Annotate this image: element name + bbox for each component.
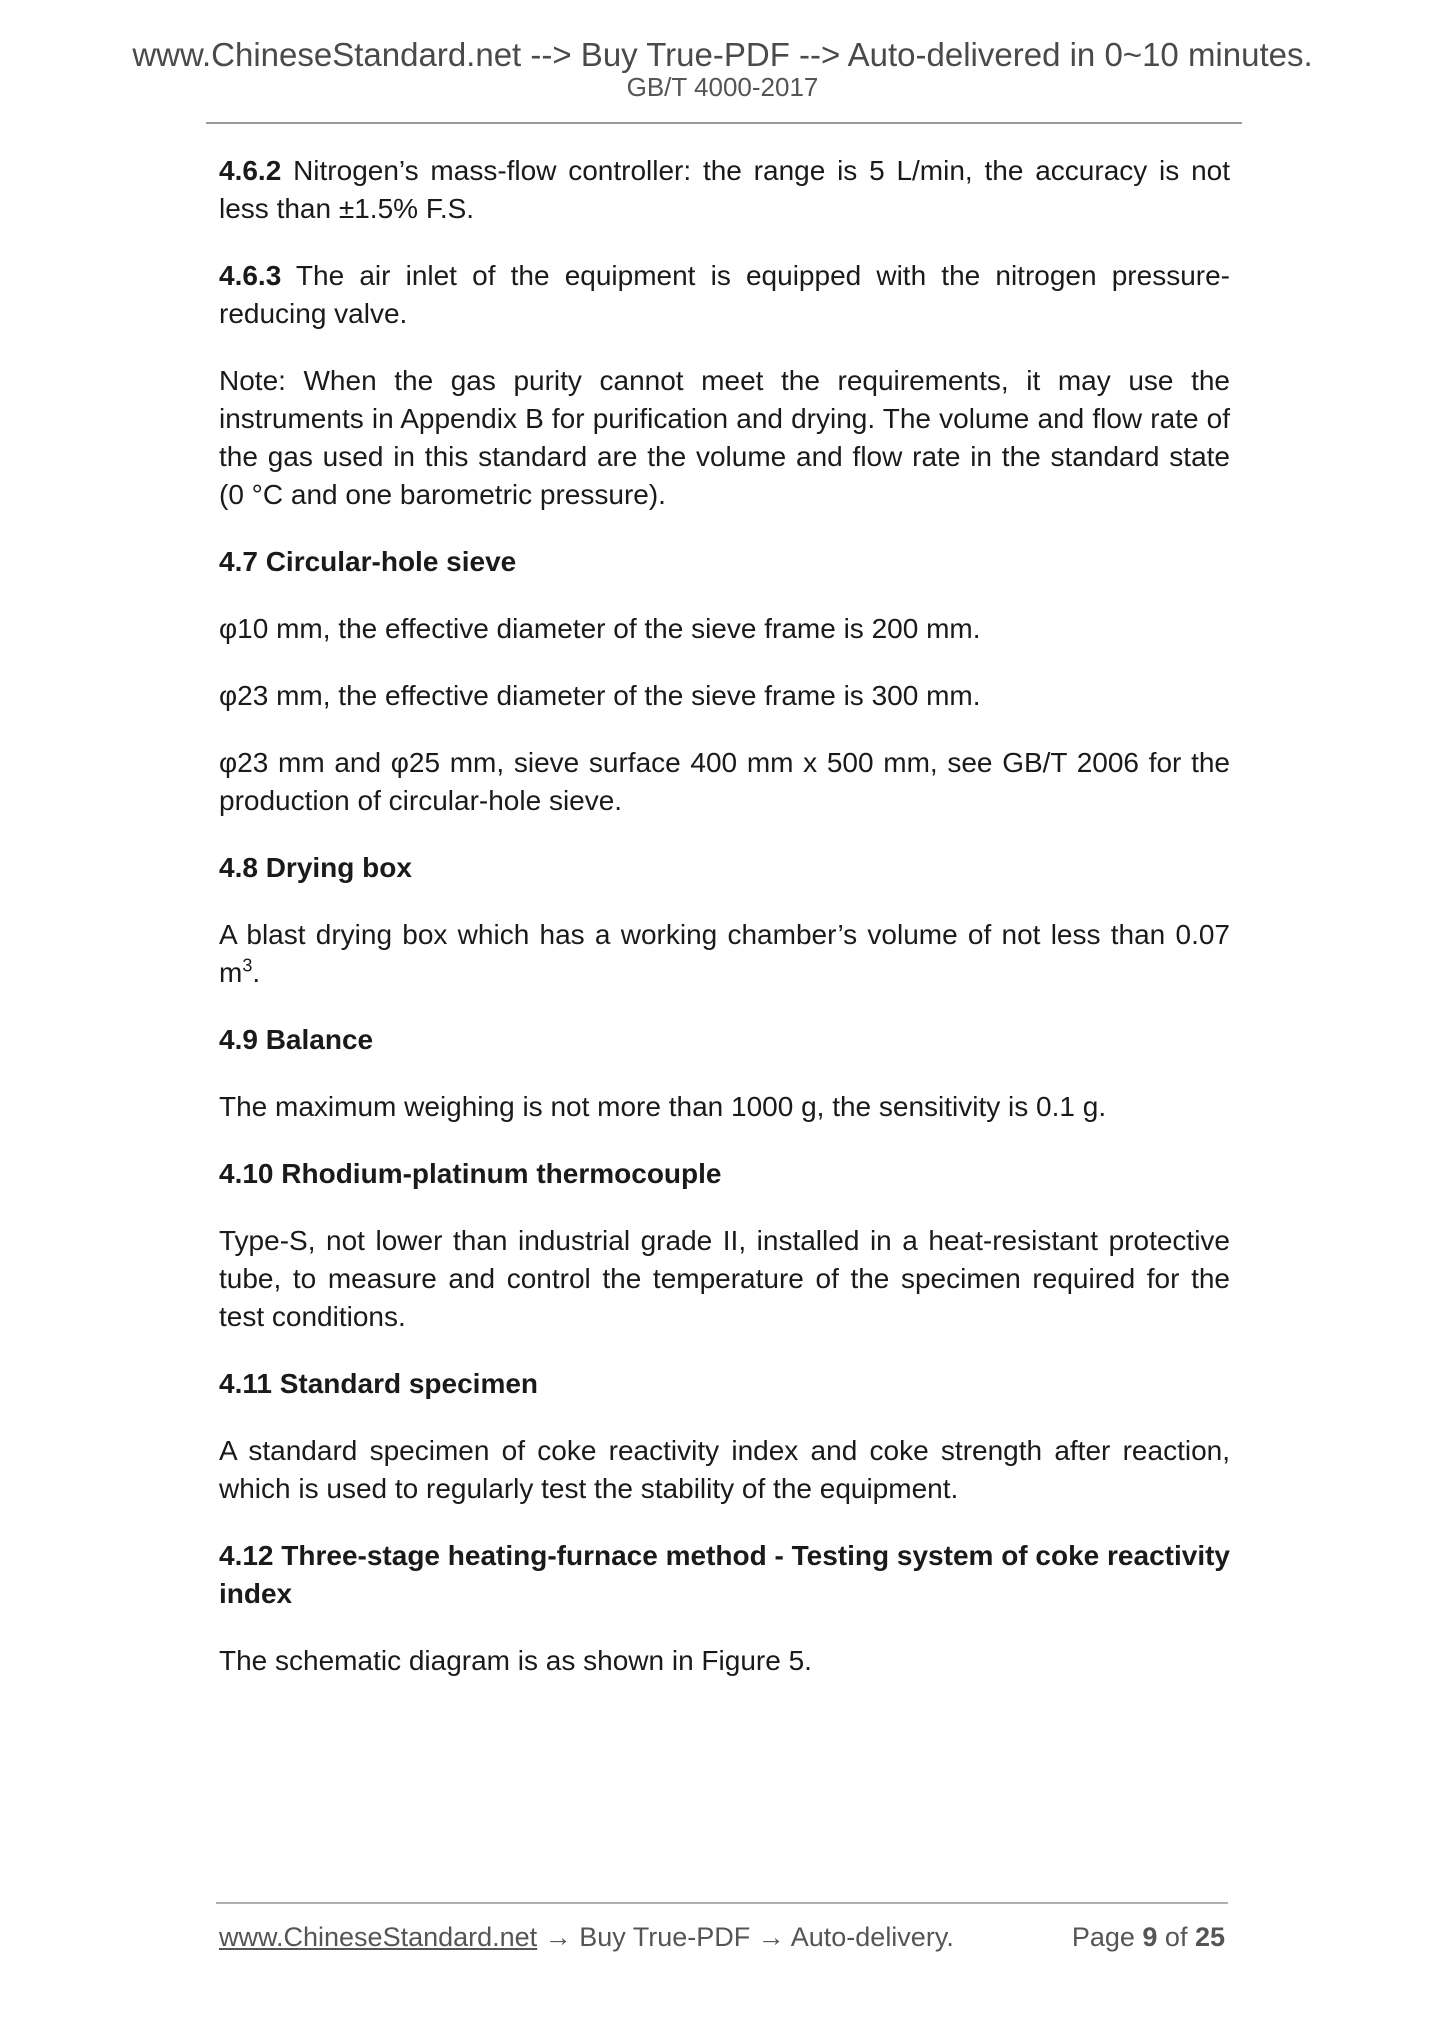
footer-tagline: → Buy True-PDF → Auto-delivery. [537, 1922, 954, 1952]
drying-box-paragraph [219, 916, 1230, 992]
page-content [219, 152, 1230, 1709]
drying-end: . [252, 957, 261, 988]
heading-4-9: 4.9 Balance [219, 1024, 374, 1055]
sieve-item-1: φ10 mm, the effective diameter of the sieve frame is 200 mm. [219, 613, 981, 644]
clause-4-6-3 [219, 257, 1230, 333]
thermocouple-paragraph: Type-S, not lower than industrial grade II, installed in a heat-resistant protective tube, to measure and control the temperature of the specimen required for the test conditions. [219, 1225, 1230, 1332]
balance-paragraph: The maximum weighing is not more than 1000 g, the sensitivity is 0.1 g. [219, 1091, 1107, 1122]
heading-4-8: 4.8 Drying box [219, 852, 412, 883]
sieve-item-3: φ23 mm and φ25 mm, sieve surface 400 mm x 500 mm, see GB/T 2006 for the production of circular-hole sieve. [219, 747, 1230, 816]
clause-text: The air inlet of the equipment is equipped with the nitrogen pressure-reducing valve. [219, 260, 1230, 329]
clause-4-6-2 [219, 152, 1230, 228]
header-divider [206, 122, 1242, 124]
heading-4-11: 4.11 Standard specimen [219, 1368, 539, 1399]
specimen-paragraph: A standard specimen of coke reactivity index and coke strength after reaction, which is used to regularly test the stability of the equipment. [219, 1435, 1230, 1504]
footer-divider [216, 1902, 1228, 1904]
heading-4-10: 4.10 Rhodium-platinum thermocouple [219, 1158, 722, 1189]
document-id: GB/T 4000-2017 [626, 72, 819, 102]
page-label: Page [1071, 1922, 1143, 1952]
heading-4-12: 4.12 Three-stage heating-furnace method - Testing system of coke reactivity index [219, 1540, 1230, 1609]
site-link[interactable]: www.ChineseStandard.net [219, 1922, 538, 1952]
current-page: 9 [1142, 1922, 1158, 1952]
clause-number: 4.6.2 [219, 155, 282, 186]
footer-left [219, 1918, 954, 1956]
drying-text: A blast drying box which has a working chamber’s volume of not less than 0.07 m [219, 919, 1230, 988]
total-pages: 25 [1194, 1922, 1225, 1952]
schematic-paragraph: The schematic diagram is as shown in Figure 5. [219, 1645, 812, 1676]
note-paragraph: Note: When the gas purity cannot meet the requirements, it may use the instruments in Appendix B for purification and drying. The volume and flow rate of the gas used in this standard are the volume and flow rate in the standard state (0 °C and one barometric pressure). [219, 365, 1230, 510]
page-number [1072, 1918, 1225, 1956]
header-banner: www.ChineseStandard.net --> Buy True-PDF --> Auto-delivered in 0~10 minutes. [132, 36, 1313, 73]
sieve-item-2: φ23 mm, the effective diameter of the sieve frame is 300 mm. [219, 680, 981, 711]
clause-number: 4.6.3 [219, 260, 282, 291]
clause-text: Nitrogen’s mass-flow controller: the range is 5 L/min, the accuracy is not less than ±1.5% F.S. [219, 155, 1230, 224]
of-label: of [1157, 1922, 1195, 1952]
heading-4-7: 4.7 Circular-hole sieve [219, 546, 517, 577]
superscript: 3 [242, 955, 253, 976]
